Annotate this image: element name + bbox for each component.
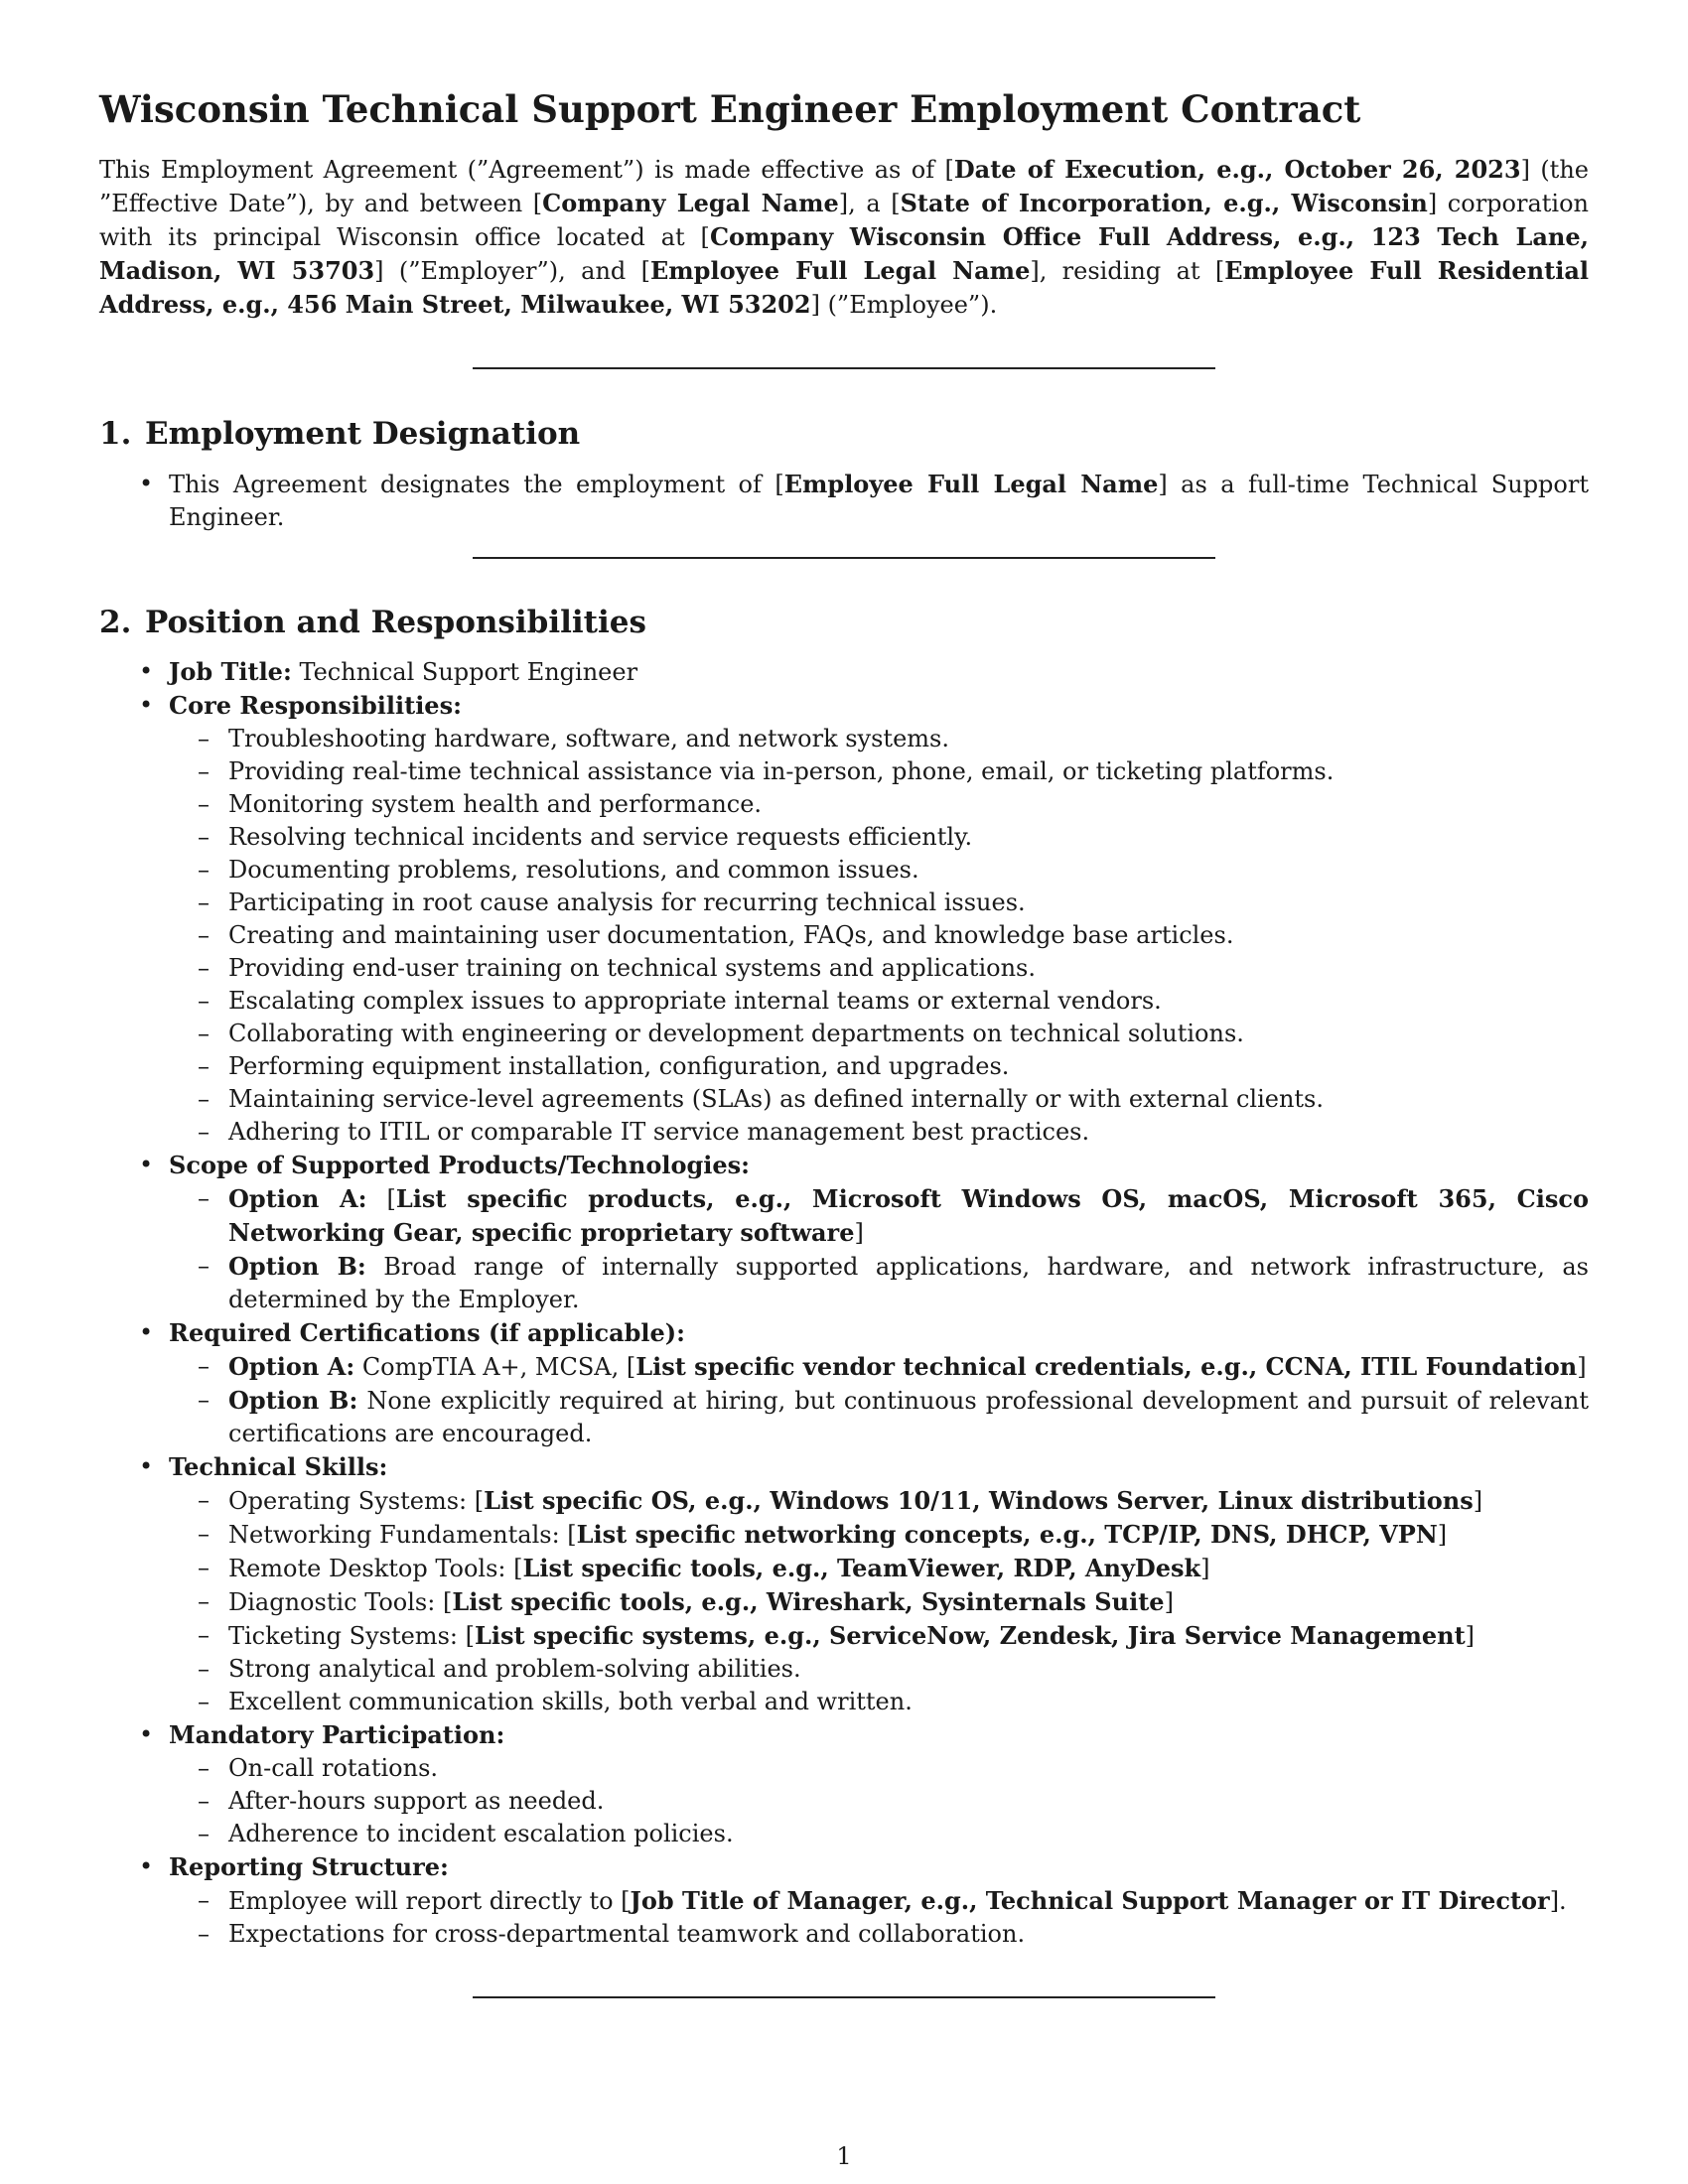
- employment-designation-list: [99, 468, 1589, 534]
- list-item: – Collaborating with engineering or development departments on technical solutions.: [169, 1018, 1589, 1050]
- list-item: • This Agreement designates the employment of [Employee Full Legal Name] as a full-time Technical Support Engineer.: [99, 468, 1589, 534]
- horizontal-rule: [473, 557, 1215, 559]
- technical-skills-sublist: [169, 1484, 1589, 1718]
- list-item-core-responsibilities: • Core Responsibilities: – Troubleshooting hardware, software, and network systems. – Providing real-time technical assistance via in-person, phone, email, or ticketing platforms. – Monitoring system health and performance. – Resolving technical incidents and service requests efficiently. – Documenting problems, resolutions, and common issues. – Participating in root cause analysis for recurring technical issues. – Creating and maintaining user documentation, FAQs, and knowledge base articles. – Providing end-user training on technical systems and applications. – Escalating complex issues to appropriate internal teams or external vendors. – Collaborating with engineering or development departments on technical solutions. – Performing equipment installation, configuration, and upgrades. – Maintaining service-level agreements (SLAs) as defined internally or with external clients. – Adhering to ITIL or comparable IT service management best practices.: [99, 689, 1589, 1149]
- reporting-structure-sublist: [169, 1884, 1589, 1951]
- list-item: – Adhering to ITIL or comparable IT service management best practices.: [169, 1116, 1589, 1149]
- list-item: – Operating Systems: [List specific OS, e.g., Windows 10/11, Windows Server, Linux distributions]: [169, 1484, 1589, 1518]
- list-item: – Documenting problems, resolutions, and common issues.: [169, 854, 1589, 887]
- document-title: Wisconsin Technical Support Engineer Employment Contract: [99, 87, 1361, 131]
- mandatory-participation-sublist: [169, 1752, 1589, 1850]
- list-item: – Remote Desktop Tools: [List specific tools, e.g., TeamViewer, RDP, AnyDesk]: [169, 1552, 1589, 1585]
- list-item-technical-skills: • Technical Skills: – Operating Systems: [List specific OS, e.g., Windows 10/11, Windows Server, Linux distributions] – Networking Fundamentals: [List specific networking concepts, e.g., TCP/IP, DNS, DHCP, VPN] – Remote Desktop Tools: [List specific tools, e.g., TeamViewer, RDP, AnyDesk] – Diagnostic Tools: [List specific tools, e.g., Wireshark, Sysinternals Suite] – Ticketing Systems: [List specific systems, e.g., ServiceNow, Zendesk, Jira Service Management] – Strong analytical and problem-solving abilities. – Excellent communication skills, both verbal and written.: [99, 1450, 1589, 1718]
- list-item-reporting-structure: • Reporting Structure: – Employee will report directly to [Job Title of Manager, e.g., Technical Support Manager or IT Director]. – Expectations for cross-departmental teamwork and collaboration.: [99, 1850, 1589, 1951]
- list-item: – Resolving technical incidents and service requests efficiently.: [169, 821, 1589, 854]
- list-item: – Escalating complex issues to appropriate internal teams or external vendors.: [169, 985, 1589, 1018]
- list-item: – Adherence to incident escalation policies.: [169, 1818, 1589, 1850]
- list-item: – Creating and maintaining user documentation, FAQs, and knowledge base articles.: [169, 919, 1589, 952]
- intro-paragraph: This Employment Agreement (”Agreement”) is made effective as of [Date of Execution, e.g., October 26, 2023] (the ”Effective Date”), by and between [Company Legal Name], a [State of Incorporation, e.g., Wisconsin] corporation with its principal Wisconsin office located at [Company Wisconsin Office Full Address, e.g., 123 Tech Lane, Madison, WI 53703] (”Employer”), and [Employee Full Legal Name], residing at [Employee Full Residential Address, e.g., 456 Main Street, Milwaukee, WI 53202] (”Employee”).: [99, 155, 1589, 320]
- document-page: [99, 87, 1589, 1998]
- list-item-mandatory-participation: • Mandatory Participation: – On-call rotations. – After-hours support as needed. – Adherence to incident escalation policies.: [99, 1718, 1589, 1850]
- list-item: – Providing real-time technical assistance via in-person, phone, email, or ticketing platforms.: [169, 755, 1589, 788]
- list-item: – Strong analytical and problem-solving abilities.: [169, 1653, 1589, 1686]
- list-item: – Providing end-user training on technical systems and applications.: [169, 952, 1589, 985]
- list-item: – Option A: [List specific products, e.g., Microsoft Windows OS, macOS, Microsoft 365, Cisco Networking Gear, specific proprietary software]: [169, 1182, 1589, 1250]
- list-item: – Option B: Broad range of internally supported applications, hardware, and network infrastructure, as determined by the Employer.: [169, 1250, 1589, 1316]
- list-item: – Participating in root cause analysis for recurring technical issues.: [169, 887, 1589, 919]
- section-heading-employment-designation: 1. Employment Designation: [99, 416, 581, 453]
- list-item-job-title: • Job Title: Technical Support Engineer: [99, 655, 1589, 689]
- list-item: – Employee will report directly to [Job Title of Manager, e.g., Technical Support Manager or IT Director].: [169, 1884, 1589, 1918]
- list-item-certifications: • Required Certifications (if applicable): – Option A: CompTIA A+, MCSA, [List specific vendor technical credentials, e.g., CCNA, ITIL Foundation] – Option B: None explicitly required at hiring, but continuous professional development and pursuit of relevant certifications are encouraged.: [99, 1316, 1589, 1450]
- list-item: – On-call rotations.: [169, 1752, 1589, 1785]
- horizontal-rule: [473, 1996, 1215, 1998]
- list-item: – Option B: None explicitly required at hiring, but continuous professional development and pursuit of relevant certifications are encouraged.: [169, 1384, 1589, 1450]
- list-item: – Monitoring system health and performance.: [169, 788, 1589, 821]
- scope-sublist: [169, 1182, 1589, 1316]
- list-item: – Option A: CompTIA A+, MCSA, [List specific vendor technical credentials, e.g., CCNA, ITIL Foundation]: [169, 1350, 1589, 1384]
- certifications-sublist: [169, 1350, 1589, 1450]
- list-item-scope: • Scope of Supported Products/Technologies: – Option A: [List specific products, e.g., Microsoft Windows OS, macOS, Microsoft 365, Cisco Networking Gear, specific proprietary software] – Option B: Broad range of internally supported applications, hardware, and network infrastructure, as determined by the Employer.: [99, 1149, 1589, 1316]
- list-item: – Networking Fundamentals: [List specific networking concepts, e.g., TCP/IP, DNS, DHCP, VPN]: [169, 1518, 1589, 1552]
- list-item: – Performing equipment installation, configuration, and upgrades.: [169, 1050, 1589, 1083]
- list-item: – Troubleshooting hardware, software, and network systems.: [169, 723, 1589, 755]
- core-responsibilities-sublist: [169, 723, 1589, 1149]
- page-number: 1: [836, 2142, 852, 2170]
- list-item: – Diagnostic Tools: [List specific tools, e.g., Wireshark, Sysinternals Suite]: [169, 1585, 1589, 1619]
- list-item: – Maintaining service-level agreements (SLAs) as defined internally or with external clients.: [169, 1083, 1589, 1116]
- section-heading-position-responsibilities: 2. Position and Responsibilities: [99, 604, 646, 640]
- list-item: – Excellent communication skills, both verbal and written.: [169, 1686, 1589, 1718]
- position-responsibilities-list: [99, 655, 1589, 1951]
- horizontal-rule: [473, 367, 1215, 369]
- list-item: – Expectations for cross-departmental teamwork and collaboration.: [169, 1918, 1589, 1951]
- list-item: – Ticketing Systems: [List specific systems, e.g., ServiceNow, Zendesk, Jira Service Management]: [169, 1619, 1589, 1653]
- list-item: – After-hours support as needed.: [169, 1785, 1589, 1818]
